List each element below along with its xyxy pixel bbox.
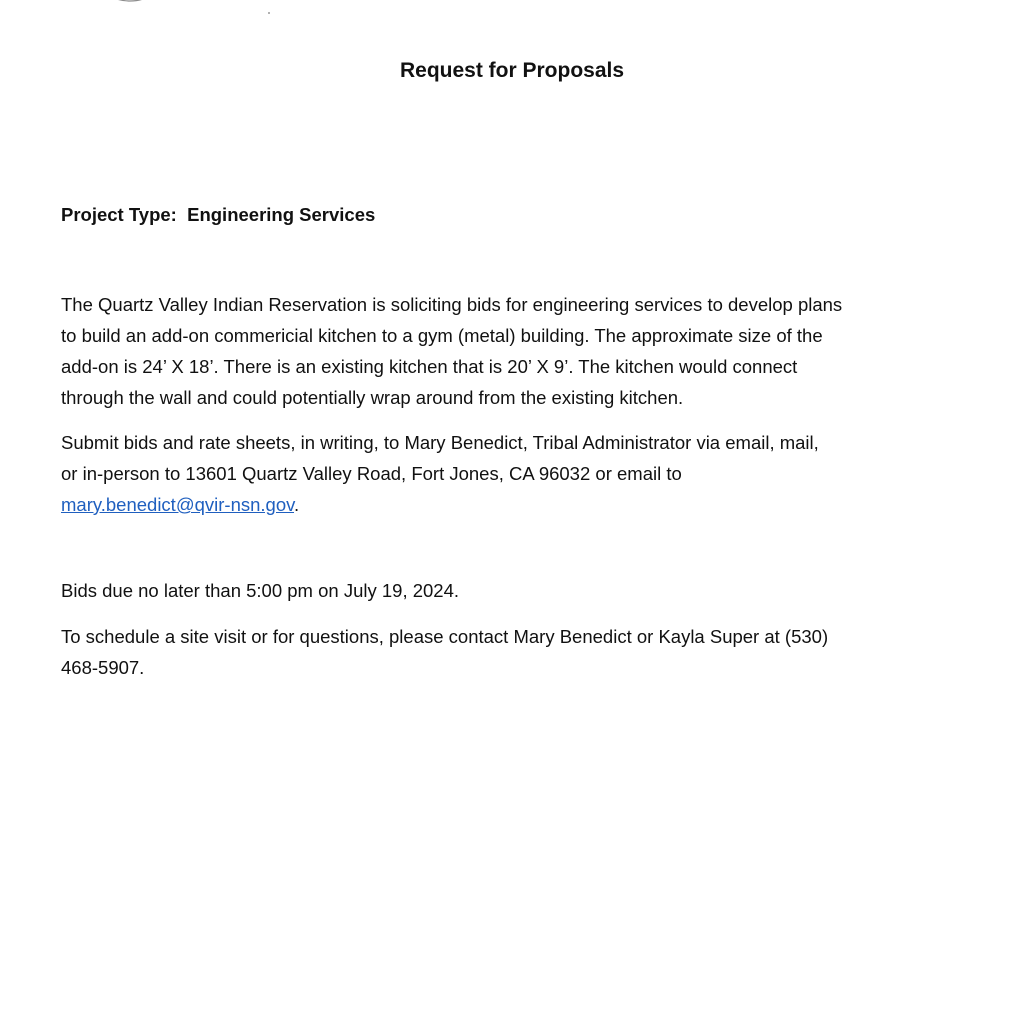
contact-line: To schedule a site visit or for questions, please contact Mary Benedict or Kayla Super at (530): [61, 626, 829, 647]
submission-instructions: [61, 427, 971, 520]
description-line: to build an add-on commericial kitchen to a gym (metal) building. The approximate size of the: [61, 325, 823, 346]
project-type-value: Engineering Services: [187, 204, 376, 225]
bid-deadline: [61, 575, 971, 606]
submission-line: or in-person to 13601 Quartz Valley Road, Fort Jones, CA 96032 or email to: [61, 463, 682, 484]
description-line: The Quartz Valley Indian Reservation is soliciting bids for engineering services to develop plans: [61, 294, 843, 315]
project-type-label: Project Type:: [61, 204, 177, 225]
submission-line: Submit bids and rate sheets, in writing, to Mary Benedict, Tribal Administrator via email, mail,: [61, 432, 819, 453]
project-type: [61, 202, 375, 228]
project-description: [61, 289, 971, 413]
deadline-text: Bids due no later than 5:00 pm on July 19, 2024.: [61, 580, 460, 601]
page-title: Request for Proposals: [399, 59, 625, 82]
seal-mark: [268, 12, 270, 14]
contact-info: [61, 621, 971, 683]
submission-email-line: [61, 489, 971, 520]
contact-line: 468-5907.: [61, 657, 145, 678]
description-line: add-on is 24’ X 18’. There is an existing kitchen that is 20’ X 9’. The kitchen would connect: [61, 356, 798, 377]
email-suffix: .: [294, 494, 300, 515]
description-line: through the wall and could potentially wrap around from the existing kitchen.: [61, 387, 684, 408]
seal-icon: [98, 0, 162, 4]
email-link[interactable]: mary.benedict@qvir-nsn.gov: [61, 494, 294, 515]
